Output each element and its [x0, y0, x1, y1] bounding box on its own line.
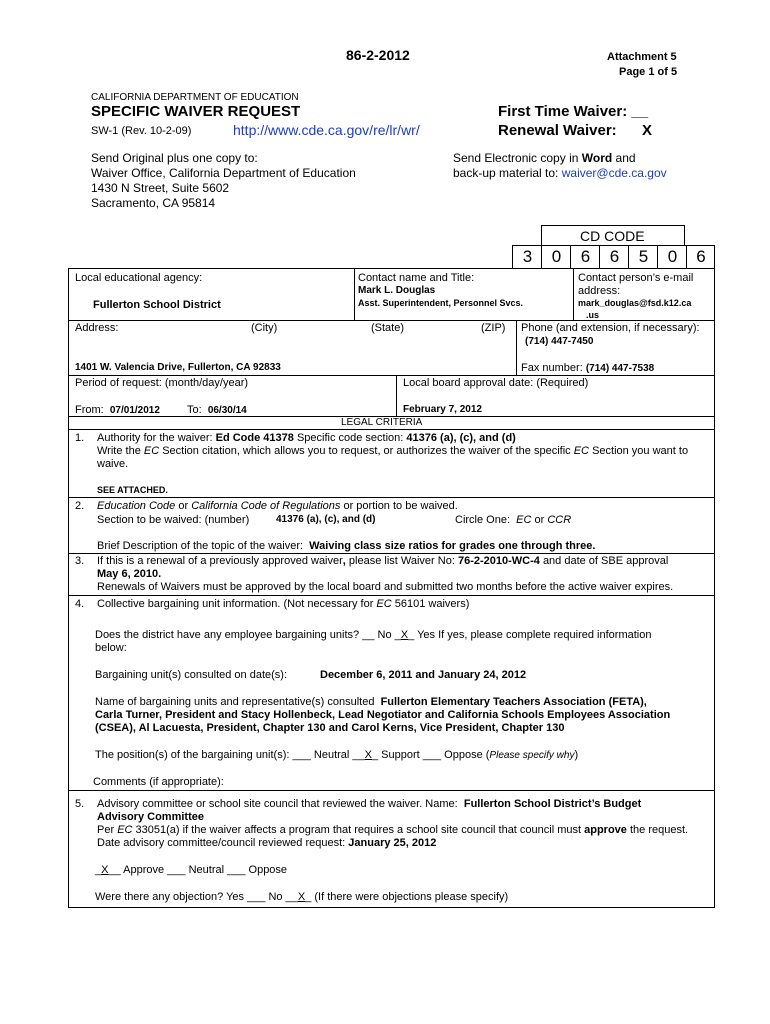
send-original-line1: Send Original plus one copy to:: [91, 151, 258, 165]
item2-header: [97, 500, 458, 512]
waiver-url-link[interactable]: http://www.cde.ca.gov/re/lr/wr/: [233, 122, 420, 138]
item1-waive: waive.: [97, 458, 129, 470]
legal-criteria-heading: LEGAL CRITERIA: [341, 417, 423, 428]
fax-label: Fax number:: [521, 362, 583, 374]
email-value-line1: mark_douglas@fsd.k12.ca: [578, 298, 692, 308]
item5-objection-line: [95, 891, 508, 903]
item5-approve-word: approve: [584, 824, 627, 836]
item4-question-a: Does the district have any employee bargaining units? __ No _: [95, 629, 401, 641]
item2-or2: or: [534, 514, 545, 526]
item5-date-label: Date advisory committee/council reviewed request:: [97, 837, 346, 849]
state-label: (State): [371, 322, 405, 334]
item2-rest: or portion to be waived.: [343, 500, 458, 512]
item4-header-b: 56101 waivers): [391, 598, 470, 610]
send-electronic-line2: [453, 166, 667, 180]
item5-date: [97, 837, 436, 849]
fax-line: [521, 362, 654, 374]
item3-renewal-a: If this is a renewal of a previously approved waiver: [97, 555, 343, 567]
item1-write2: Section citation, which allows you to request, or authorizes the waiver of the specific: [162, 445, 571, 457]
item5-number: 5.: [75, 798, 85, 810]
send-original-line3: 1430 N Street, Suite 5602: [91, 181, 230, 195]
item4-support-mark: X: [364, 749, 372, 761]
item5-committee-name-line2: Advisory Committee: [97, 811, 204, 823]
item4-position-b: _ Support ___ Oppose (: [372, 749, 490, 761]
email-label-line1: Contact person’s e-mail: [578, 272, 694, 284]
send-electronic-line2-prefix: back-up material to:: [453, 166, 559, 180]
renewal-waiver-label: Renewal Waiver:: [498, 122, 617, 139]
item4-names-line3: (CSEA), Al Lacuesta, President, Chapter 130 and Carol Kerns, Vice President, Chapter 130: [95, 722, 565, 734]
item5-approve-b: __ Approve ___ Neutral ___ Oppose: [108, 864, 288, 876]
item4-question: [95, 629, 651, 641]
board-approval-date: February 7, 2012: [403, 404, 482, 415]
item4-consulted-label: Bargaining unit(s) consulted on date(s):: [95, 669, 287, 681]
cd-code-digit: 5: [628, 246, 658, 268]
item2-brief-label: Brief Description of the topic of the waiver:: [97, 540, 304, 552]
item3-comma: ,: [342, 555, 346, 567]
phone-value: (714) 447-7450: [525, 336, 594, 347]
item1-write3: Section you want to: [592, 445, 689, 457]
item5-objection-b: _ (If there were objections please specify): [305, 891, 509, 903]
cd-code-digit: 6: [686, 246, 715, 268]
cd-code-digit: 6: [599, 246, 629, 268]
period-label: Period of request: (month/day/year): [75, 377, 249, 389]
item3-number: 3.: [75, 555, 85, 567]
item4-position-italic: Please specify why: [489, 750, 575, 761]
item1-authority-label: Authority for the waiver:: [97, 432, 213, 444]
phone-label: Phone (and extension, if necessary):: [521, 322, 700, 334]
city-label: (City): [251, 322, 278, 334]
item5-ec: EC: [117, 824, 133, 836]
attachment-label: Attachment 5: [607, 51, 677, 63]
item5-approve-line: [95, 864, 287, 876]
item5-per3: the request.: [629, 824, 689, 836]
item1-ec2: EC: [573, 445, 589, 457]
first-time-waiver: First Time Waiver: __: [498, 103, 649, 120]
send-electronic-suffix: and: [615, 151, 636, 165]
item4-names-label: Name of bargaining units and representative(s) consulted: [95, 696, 375, 708]
item1-number: 1.: [75, 432, 85, 444]
fax-value: (714) 447-7538: [585, 363, 655, 374]
item1-ec1: EC: [143, 445, 160, 457]
item4-header: [97, 598, 469, 610]
item2-section-label: Section to be waived: (number): [97, 514, 250, 526]
lea-value: Fullerton School District: [93, 299, 221, 311]
send-electronic-prefix: Send Electronic copy in: [453, 151, 579, 165]
item4-comments: Comments (if appropriate):: [93, 777, 224, 788]
item5-header-a: Advisory committee or school site council that reviewed the waiver. Name:: [97, 798, 458, 810]
cd-code-digit: 0: [657, 246, 687, 268]
item5-per1: Per: [97, 824, 115, 836]
document-number: 86-2-2012: [346, 47, 410, 63]
item2-ccr: California Code of Regulations: [191, 500, 341, 512]
item5-approve-mark: X: [101, 864, 109, 876]
item5-per2: 33051(a) if the waiver affects a program that requires a school site council that council must: [135, 824, 582, 836]
item1-section-label: Specific code section:: [296, 432, 404, 444]
item5-date-value: January 25, 2012: [348, 837, 437, 849]
form-title: SPECIFIC WAIVER REQUEST: [91, 103, 301, 120]
item3-renewal-b: please list Waiver No:: [348, 555, 455, 567]
waiver-email-link[interactable]: waiver@cde.ca.gov: [561, 166, 667, 180]
cd-code-digit: 0: [541, 246, 571, 268]
cd-code-digit: 3: [512, 246, 542, 268]
from-label: From:: [75, 404, 104, 416]
contact-name: Mark L. Douglas: [358, 285, 436, 296]
renewal-waiver-mark: X: [642, 122, 653, 139]
item2-ec-short: EC: [516, 514, 532, 526]
send-electronic-line1: [453, 151, 636, 165]
item2-circle-one: [455, 514, 571, 526]
cd-code-label: CD CODE: [580, 228, 645, 244]
item1-code: Ed Code 41378: [215, 432, 294, 444]
period-from: [75, 404, 160, 416]
item4-ec: EC: [376, 598, 392, 610]
word-format: Word: [581, 151, 613, 165]
item3-renewal: [97, 555, 668, 567]
item4-position-c: ): [574, 749, 579, 761]
zip-label: (ZIP): [481, 322, 506, 334]
item3-approval-date: May 6, 2010.: [97, 568, 162, 580]
to-label: To:: [187, 404, 202, 416]
item2-ccr-short: CCR: [547, 514, 572, 526]
item1-authority: [97, 432, 516, 444]
item5-no-objection-mark: X: [297, 891, 306, 903]
item2-brief-value: Waiving class size ratios for grades one through three.: [309, 540, 596, 552]
send-original-line4: Sacramento, CA 95814: [91, 196, 216, 210]
department-name: CALIFORNIA DEPARTMENT OF EDUCATION: [91, 92, 299, 103]
item2-ec: Education Code: [97, 500, 176, 512]
email-label-line2: address:: [578, 285, 621, 297]
item5-header: [97, 798, 641, 810]
item3-waiver-number: 76-2-2010-WC-4: [457, 555, 540, 567]
send-original-line2: Waiver Office, California Department of Education: [91, 166, 356, 180]
item4-yes-mark: X: [400, 629, 409, 641]
item5-objection-a: Were there any objection? Yes ___ No __: [95, 891, 298, 903]
item5-committee-name: Fullerton School District’s Budget: [463, 798, 642, 810]
item2-section-value: 41376 (a), (c), and (d): [276, 514, 376, 525]
item4-position: [95, 749, 578, 761]
item5-approve-a: _: [95, 864, 102, 876]
item4-position-a: The position(s) of the bargaining unit(s): ___ Neutral __: [95, 749, 365, 761]
address-value: 1401 W. Valencia Drive, Fullerton, CA 92833: [75, 362, 281, 373]
contact-label: Contact name and Title:: [358, 272, 475, 284]
contact-title: Asst. Superintendent, Personnel Svcs.: [358, 298, 524, 308]
item4-names: [95, 696, 647, 708]
item1-write1: Write the: [97, 445, 141, 457]
item4-names-line2: Carla Turner, President and Stacy Hollenbeck, Lead Negotiator and California Schools Employees Association: [95, 709, 671, 721]
item2-brief: [97, 540, 595, 552]
to-date: 06/30/14: [207, 405, 247, 416]
board-approval-label: Local board approval date: (Required): [403, 377, 589, 389]
page-indicator: Page 1 of 5: [619, 66, 678, 78]
lea-label: Local educational agency:: [75, 272, 203, 284]
item2-number: 2.: [75, 500, 85, 512]
item1-write-instructions: [97, 445, 688, 457]
item1-section: 41376 (a), (c), and (d): [406, 432, 516, 444]
item1-see-attached: SEE ATTACHED.: [97, 485, 168, 495]
item5-per: [97, 824, 688, 836]
item3-renewal-c: and date of SBE approval: [542, 555, 669, 567]
item4-consulted-value: December 6, 2011 and January 24, 2012: [320, 669, 527, 681]
from-date: 07/01/2012: [109, 405, 160, 416]
address-label: Address:: [75, 322, 119, 334]
form-id: SW-1 (Rev. 10-2-09): [91, 125, 192, 137]
item2-circle-label: Circle One:: [455, 514, 511, 526]
item4-comments-clip: [69, 777, 713, 789]
item3-note: Renewals of Waivers must be approved by the local board and submitted two months before the active waiver expires.: [97, 581, 674, 593]
item4-names-line1: Fullerton Elementary Teachers Association (FETA),: [380, 696, 647, 708]
item4-header-a: Collective bargaining unit information. (Not necessary for: [97, 598, 374, 610]
cd-code-digit: 6: [570, 246, 600, 268]
period-to: [187, 404, 247, 416]
item2-or1: or: [178, 500, 189, 512]
item4-question-b: _ Yes If yes, please complete required information: [408, 629, 652, 641]
item4-number: 4.: [75, 598, 85, 610]
item4-question-below: below:: [95, 642, 127, 654]
email-value-line2: .us: [586, 310, 600, 320]
